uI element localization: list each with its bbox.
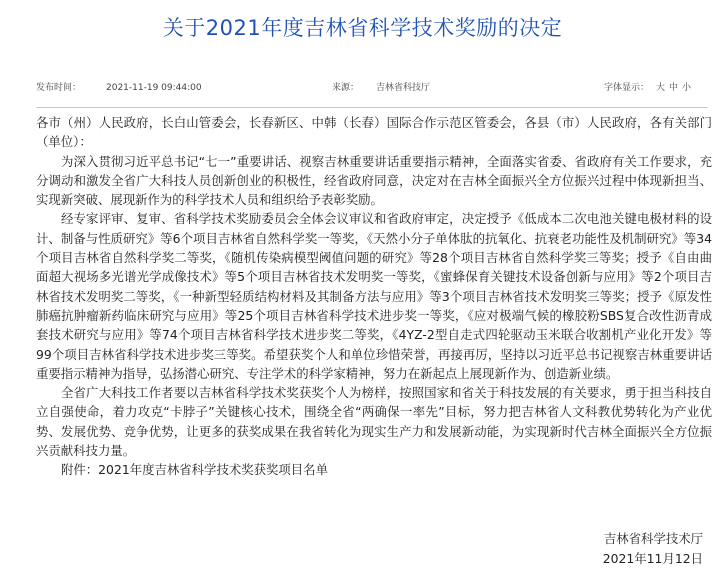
font-size-large-link[interactable]: 大 <box>656 83 666 93</box>
article-body <box>36 113 712 480</box>
source-value: 吉林省科技厅 <box>376 83 431 93</box>
font-size-small-link[interactable]: 小 <box>682 83 692 93</box>
source-label: 来源： <box>332 83 360 93</box>
publish-date-label: 发布时间： <box>36 83 82 93</box>
signature-organization: 吉林省科学技术厅 <box>603 531 703 546</box>
body-paragraph: 经专家评审、复审、省科学技术奖励委员会全体会议审议和省政府审定，决定授予《低成本二次电池关键电极材料的设计、制备与性质研究》等6个项目吉林省自然科学奖一等奖，《天然小分子单体肽的抗氧化、抗衰老功能性及机制研究》等34个项目吉林省自然科学奖二等奖，《随机传染病模型阈值问题的研究》等28个项目吉林省自然科学奖三等奖；授予《自由曲面超大视场多光谱光学成像技术》等5个项目吉林省技术发明奖一等奖，《蜜蜂保育关键技术设备创新与应用》等2个项目吉林省技术发明奖二等奖，《一种新型轻质结构材料及其制备方法与应用》等3个项目吉林省技术发明奖三等奖；授予《原发性肺癌抗肿瘤新药临床研究与应用》等25个项目吉林省科学技术进步奖一等奖，《应对极端气候的橡胶粉SBS复合改性沥青成套技术研究与应用》等74个项目吉林省科学技术进步奖二等奖，《4YZ-2型自走式四轮驱动玉米联合收割机产业化开发》等99个项目吉林省科学技术进步奖三等奖。希望获奖个人和单位珍惜荣誉，再接再厉，坚持以习近平总书记视察吉林重要讲话重要指示精神为指导，弘扬潜心研究、专注学术的科学家精神，努力在新起点上展现新作为、创造新业绩。 <box>36 211 712 381</box>
font-size-medium-link[interactable]: 中 <box>669 83 679 93</box>
article-meta-bar <box>36 77 708 99</box>
header-divider <box>36 107 708 108</box>
page-title: 关于2021年度吉林省科学技术奖励的决定 <box>162 16 563 40</box>
signature-date: 2021年11月12日 <box>602 551 703 566</box>
font-size-label: 字体显示： <box>604 83 650 93</box>
attachment-link[interactable]: 附件：2021年度吉林省科学技术奖获奖项目名单 <box>61 462 328 478</box>
font-size-switcher <box>656 77 695 99</box>
salutation-paragraph: 各市（州）人民政府，长白山管委会，长春新区、中韩（长春）国际合作示范区管委会，各县（市）人民政府，各有关部门（单位）： <box>36 115 712 150</box>
body-paragraph: 为深入贯彻习近平总书记“七一”重要讲话、视察吉林重要讲话重要指示精神，全面落实省委、省政府有关工作要求，充分调动和激发全省广大科技人员创新创业的积极性，经省政府同意，决定对在吉林全面振兴全方位振兴过程中体现新担当、实现新突破、展现新作为的科学技术人员和组织给予表彰奖励。 <box>36 153 712 208</box>
publish-date: 2021-11-19 09:44:00 <box>106 83 202 93</box>
body-paragraph: 全省广大科技工作者要以吉林省科学技术奖获奖个人为榜样，按照国家和省关于科技发展的有关要求，勇于担当科技自立自强使命，着力攻克“卡脖子”关键核心技术，围绕全省“两确保一率先”目标，努力把吉林省人文科教优势转化为产业优势、发展优势、竞争优势，让更多的获奖成果在我省转化为现实生产力和发展新动能，为实现新时代吉林全面振兴全方位振兴贡献科技力量。 <box>36 385 712 459</box>
